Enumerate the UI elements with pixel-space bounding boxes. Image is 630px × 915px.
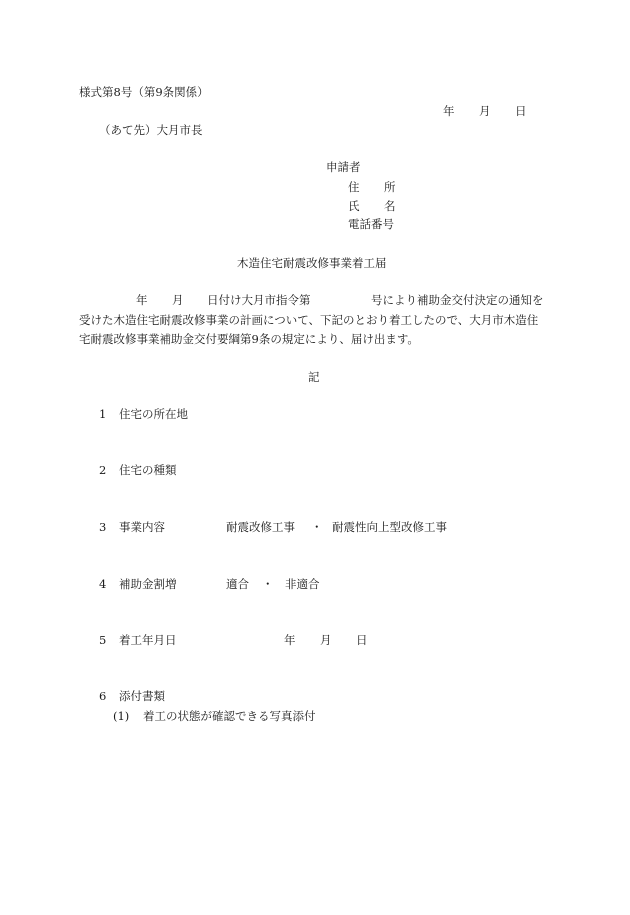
form-number: 様式第8号（第9条関係） xyxy=(79,85,209,99)
ki-marker: 記 xyxy=(308,370,320,384)
item-number: 3 xyxy=(99,520,107,534)
item-label: 添付書類 xyxy=(119,689,165,703)
option-separator: ・ xyxy=(262,577,274,591)
item-number: 1 xyxy=(99,407,107,421)
start-day: 日 xyxy=(356,633,368,647)
addressee: （あて先）大月市長 xyxy=(99,123,203,137)
body-rest-line1: 号により補助金交付決定の通知を xyxy=(371,293,544,307)
option-separator: ・ xyxy=(311,520,323,534)
name-label-2: 名 xyxy=(384,199,396,213)
option-seismic-retrofit: 耐震改修工事 xyxy=(226,520,295,534)
body-year: 年 xyxy=(136,293,148,307)
body-mid: 日付け大月市指令第 xyxy=(207,293,311,307)
body-line3: 宅耐震改修事業補助金交付要綱第9条の規定により、届け出ます。 xyxy=(79,332,419,346)
document-title: 木造住宅耐震改修事業着工届 xyxy=(237,256,387,270)
start-month: 月 xyxy=(320,633,332,647)
item-number: 2 xyxy=(99,463,107,477)
item-label: 住宅の種類 xyxy=(119,463,177,477)
date-month: 月 xyxy=(479,104,491,118)
start-year: 年 xyxy=(284,633,296,647)
body-month: 月 xyxy=(172,293,184,307)
date-year: 年 xyxy=(443,104,455,118)
body-line2: 受けた木造住宅耐震改修事業の計画について、下記のとおり着工したので、大月市木造住 xyxy=(79,313,539,327)
item-label: 補助金割増 xyxy=(119,577,177,591)
sub-item-number: (1) xyxy=(113,709,130,723)
item-number: 6 xyxy=(99,689,107,703)
date-day: 日 xyxy=(515,104,527,118)
option-seismic-improvement: 耐震性向上型改修工事 xyxy=(332,520,447,534)
item-number: 5 xyxy=(99,633,107,647)
name-label-1: 氏 xyxy=(348,199,360,213)
address-label-1: 住 xyxy=(348,180,360,194)
sub-item-label: 着工の状態が確認できる写真添付 xyxy=(143,709,316,723)
item-label: 着工年月日 xyxy=(119,633,177,647)
option-conform: 適合 xyxy=(226,577,249,591)
phone-label: 電話番号 xyxy=(348,217,394,231)
item-label: 事業内容 xyxy=(119,520,165,534)
item-number: 4 xyxy=(99,577,107,591)
option-nonconform: 非適合 xyxy=(285,577,320,591)
applicant-heading: 申請者 xyxy=(326,160,361,174)
address-label-2: 所 xyxy=(384,180,396,194)
item-label: 住宅の所在地 xyxy=(119,407,188,421)
